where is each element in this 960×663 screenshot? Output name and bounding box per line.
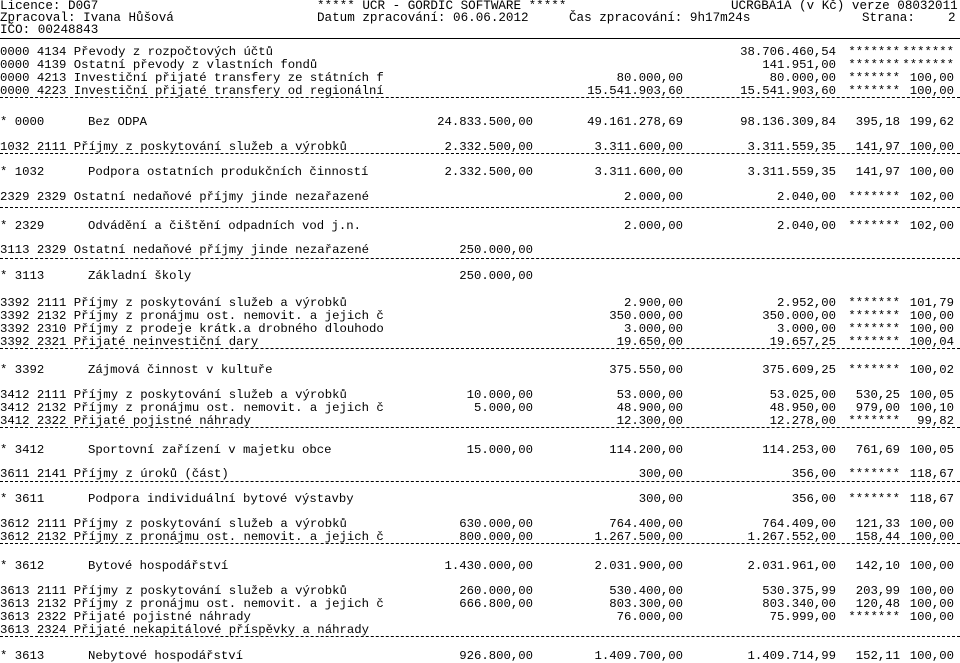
value-c1: 1.430.000,00	[444, 559, 533, 573]
value-c2: 80.000,00	[616, 71, 683, 85]
value-c4: *******	[848, 71, 900, 85]
value-c4: 203,99	[855, 584, 900, 598]
value-c1: 926.800,00	[459, 649, 533, 663]
value-c3: 356,00	[791, 492, 836, 506]
value-c4: *******	[848, 610, 900, 624]
value-c3: 48.950,00	[769, 401, 836, 415]
summary-row	[0, 116, 960, 129]
table-row	[0, 468, 960, 481]
value-c4: 979,00	[855, 401, 900, 415]
value-c2: 300,00	[638, 467, 683, 481]
value-c4: *******	[848, 335, 900, 349]
value-c4: 158,44	[855, 530, 900, 544]
value-c5: 100,00	[909, 71, 954, 85]
row-label: 3392 2111 Příjmy z poskytování služeb a výrobků	[0, 296, 347, 310]
value-c3: 3.311.559,35	[747, 165, 836, 179]
value-c4: 530,25	[855, 388, 900, 402]
summary-code: * 3412	[0, 443, 45, 457]
value-c3: 3.000,00	[776, 322, 836, 336]
summary-code: * 3613	[0, 649, 45, 663]
value-c3: 2.040,00	[776, 219, 836, 233]
value-c3: 80.000,00	[769, 71, 836, 85]
row-label: 3392 2132 Příjmy z pronájmu ost. nemovit. a jejich č	[0, 309, 384, 323]
value-c4: 395,18	[855, 115, 900, 129]
value-c4: *******	[848, 190, 900, 204]
value-c1: 5.000,00	[473, 401, 533, 415]
value-c5: 101,79	[909, 296, 954, 310]
value-c4: 141,97	[855, 140, 900, 154]
value-c1: 250.000,00	[459, 269, 533, 283]
row-label: 0000 4223 Investiční přijaté transfery od regionální	[0, 84, 384, 98]
value-c2: 3.311.600,00	[594, 140, 683, 154]
dashed-separator	[0, 153, 960, 154]
value-c5: 100,02	[909, 363, 954, 377]
value-c5: 102,00	[909, 190, 954, 204]
value-c5: 100,04	[909, 335, 954, 349]
summary-row	[0, 444, 960, 457]
value-c1: 2.332.500,00	[444, 140, 533, 154]
value-c5: 100,00	[909, 649, 954, 663]
software-title: ***** UCR - GORDIC SOFTWARE *****	[317, 0, 567, 13]
value-c1: 2.332.500,00	[444, 165, 533, 179]
value-c2: 76.000,00	[616, 610, 683, 624]
summary-label: Nebytové hospodářství	[88, 649, 243, 663]
value-c3: 764.409,00	[762, 517, 836, 531]
value-c3: 356,00	[791, 467, 836, 481]
value-c2: 375.550,00	[609, 363, 683, 377]
value-c2: 48.900,00	[616, 401, 683, 415]
value-c2: 15.541.903,60	[587, 84, 683, 98]
dashed-separator	[0, 348, 960, 349]
dashed-separator	[0, 427, 960, 428]
value-c3: 2.031.961,00	[747, 559, 836, 573]
summary-code: * 3612	[0, 559, 45, 573]
value-c4: *******	[848, 219, 900, 233]
value-c1: 250.000,00	[459, 243, 533, 257]
summary-code: * 3392	[0, 363, 45, 377]
value-c5: 99,82	[917, 414, 954, 428]
value-c4: *******	[848, 414, 900, 428]
processed-time: Čas zpracování: 9h17m24s	[569, 11, 751, 25]
summary-row	[0, 220, 960, 233]
processed-date: Datum zpracování: 06.06.2012	[317, 11, 529, 25]
value-c4: 761,69	[855, 443, 900, 457]
summary-label: Odvádění a čištění odpadních vod j.n.	[88, 219, 362, 233]
row-label: 3613 2324 Přijaté nekapitálové příspěvky a náhrady	[0, 623, 369, 637]
value-c3: 75.999,00	[769, 610, 836, 624]
value-c1: 24.833.500,00	[437, 115, 533, 129]
value-c5: 100,10	[909, 401, 954, 415]
value-c3: 2.040,00	[776, 190, 836, 204]
value-c3: 141.951,00	[762, 58, 836, 72]
row-label: 3412 2322 Přijaté pojistné náhrady	[0, 414, 251, 428]
dashed-separator	[0, 207, 960, 208]
value-c2: 300,00	[638, 492, 683, 506]
row-label: 3392 2310 Příjmy z prodeje krátk.a drobného dlouhodo	[0, 322, 384, 336]
summary-label: Zájmová činnost v kultuře	[88, 363, 273, 377]
value-c4: 121,33	[855, 517, 900, 531]
row-label: 0000 4134 Převody z rozpočtových účtů	[0, 45, 274, 59]
value-c2: 3.311.600,00	[594, 165, 683, 179]
value-c1: 800.000,00	[459, 530, 533, 544]
row-label: 3412 2111 Příjmy z poskytování služeb a výrobků	[0, 388, 347, 402]
value-c3: 350.000,00	[762, 309, 836, 323]
value-c2: 19.650,00	[616, 335, 683, 349]
ico-number: IČO: 00248843	[0, 23, 99, 37]
value-c3: 3.311.559,35	[747, 140, 836, 154]
value-c3: 19.657,25	[769, 335, 836, 349]
value-c4: *******	[848, 296, 900, 310]
summary-row	[0, 166, 960, 179]
row-label: 0000 4139 Ostatní převody z vlastních fondů	[0, 58, 318, 72]
summary-label: Podpora ostatních produkčních činností	[88, 165, 369, 179]
value-c3: 53.025,00	[769, 388, 836, 402]
value-c5: 100,00	[909, 530, 954, 544]
value-c4: 141,97	[855, 165, 900, 179]
value-c3: 12.278,00	[769, 414, 836, 428]
value-c3: 375.609,25	[762, 363, 836, 377]
value-c5: 100,05	[909, 388, 954, 402]
value-c5: 100,00	[909, 517, 954, 531]
value-c4: 120,48	[855, 597, 900, 611]
value-c3: 114.253,00	[762, 443, 836, 457]
value-c5: 100,05	[909, 443, 954, 457]
summary-code: * 3611	[0, 492, 45, 506]
value-c5: 100,00	[909, 309, 954, 323]
value-c4: *******	[848, 58, 900, 72]
dashed-separator	[0, 481, 960, 482]
summary-code: * 2329	[0, 219, 45, 233]
row-label: 3612 2111 Příjmy z poskytování služeb a výrobků	[0, 517, 347, 531]
summary-row	[0, 270, 960, 283]
row-label: 0000 4213 Investiční přijaté transfery ze státních f	[0, 71, 384, 85]
row-label: 3612 2132 Příjmy z pronájmu ost. nemovit. a jejich č	[0, 530, 384, 544]
row-label: 3613 2132 Příjmy z pronájmu ost. nemovit. a jejich č	[0, 597, 384, 611]
summary-label: Základní školy	[88, 269, 192, 283]
summary-label: Bez ODPA	[88, 115, 148, 129]
row-label: 3613 2111 Příjmy z poskytování služeb a výrobků	[0, 584, 347, 598]
table-row	[0, 191, 960, 204]
page-label: Strana:	[862, 11, 915, 25]
value-c3: 2.952,00	[776, 296, 836, 310]
value-c2: 53.000,00	[616, 388, 683, 402]
value-c5: *******	[902, 58, 954, 72]
value-c4: 142,10	[855, 559, 900, 573]
value-c2: 350.000,00	[609, 309, 683, 323]
value-c2: 49.161.278,69	[587, 115, 683, 129]
row-label: 3113 2329 Ostatní nedaňové příjmy jinde nezařazené	[0, 243, 369, 257]
row-label: 3613 2322 Přijaté pojistné náhrady	[0, 610, 251, 624]
value-c1: 260.000,00	[459, 584, 533, 598]
processed-by: Zpracoval: Ivana Hůšová	[0, 11, 174, 25]
value-c5: 100,00	[909, 140, 954, 154]
value-c5: 100,00	[909, 84, 954, 98]
value-c1: 630.000,00	[459, 517, 533, 531]
value-c5: 100,00	[909, 584, 954, 598]
dashed-separator	[0, 97, 960, 98]
value-c2: 2.000,00	[623, 190, 683, 204]
value-c3: 803.340,00	[762, 597, 836, 611]
value-c3: 98.136.309,84	[740, 115, 836, 129]
value-c2: 2.000,00	[623, 219, 683, 233]
value-c5: 118,67	[909, 492, 954, 506]
dashed-separator	[0, 258, 960, 259]
value-c2: 2.031.900,00	[594, 559, 683, 573]
value-c3: 15.541.903,60	[740, 84, 836, 98]
value-c2: 1.409.700,00	[594, 649, 683, 663]
value-c3: 530.375,99	[762, 584, 836, 598]
value-c4: 152,11	[855, 649, 900, 663]
page-number: 2	[948, 11, 956, 25]
value-c2: 12.300,00	[616, 414, 683, 428]
row-label: 1032 2111 Příjmy z poskytování služeb a výrobků	[0, 140, 347, 154]
value-c5: 199,62	[909, 115, 954, 129]
value-c4: *******	[848, 322, 900, 336]
summary-row	[0, 650, 960, 663]
value-c4: *******	[848, 492, 900, 506]
value-c5: 100,00	[909, 597, 954, 611]
summary-row	[0, 560, 960, 573]
summary-row	[0, 493, 960, 506]
row-label: 3412 2132 Příjmy z pronájmu ost. nemovit. a jejich č	[0, 401, 384, 415]
row-label: 2329 2329 Ostatní nedaňové příjmy jinde nezařazené	[0, 190, 369, 204]
value-c2: 3.000,00	[623, 322, 683, 336]
program-version: UCRGBA1A (v Kč) verze 08032011	[731, 0, 958, 13]
value-c5: 102,00	[909, 219, 954, 233]
value-c3: 1.409.714,99	[747, 649, 836, 663]
value-c5: 100,00	[909, 322, 954, 336]
value-c4: *******	[848, 45, 900, 59]
summary-label: Sportovní zařízení v majetku obce	[88, 443, 332, 457]
summary-code: * 1032	[0, 165, 45, 179]
value-c2: 530.400,00	[609, 584, 683, 598]
value-c3: 38.706.460,54	[740, 45, 836, 59]
value-c2: 114.200,00	[609, 443, 683, 457]
value-c4: *******	[848, 467, 900, 481]
row-label: 3392 2321 Přijaté neinvestiční dary	[0, 335, 259, 349]
table-row	[0, 244, 960, 257]
dashed-separator	[0, 636, 960, 637]
value-c1: 15.000,00	[466, 443, 533, 457]
value-c2: 2.900,00	[623, 296, 683, 310]
value-c1: 666.800,00	[459, 597, 533, 611]
value-c1: 10.000,00	[466, 388, 533, 402]
summary-code: * 3113	[0, 269, 45, 283]
value-c5: 100,00	[909, 165, 954, 179]
value-c4: *******	[848, 363, 900, 377]
value-c5: 100,00	[909, 559, 954, 573]
row-label: 3611 2141 Příjmy z úroků (část)	[0, 467, 229, 481]
dashed-separator	[0, 543, 960, 544]
value-c5: *******	[902, 45, 954, 59]
value-c2: 764.400,00	[609, 517, 683, 531]
value-c4: *******	[848, 309, 900, 323]
summary-label: Podpora individuální bytové výstavby	[88, 492, 354, 506]
value-c2: 1.267.500,00	[594, 530, 683, 544]
value-c2: 803.300,00	[609, 597, 683, 611]
summary-code: * 0000	[0, 115, 45, 129]
licence-text: Licence: D0G7	[0, 0, 99, 13]
summary-row	[0, 364, 960, 377]
summary-label: Bytové hospodářství	[88, 559, 229, 573]
value-c4: *******	[848, 84, 900, 98]
value-c5: 100,00	[909, 610, 954, 624]
value-c5: 118,67	[909, 467, 954, 481]
value-c3: 1.267.552,00	[747, 530, 836, 544]
